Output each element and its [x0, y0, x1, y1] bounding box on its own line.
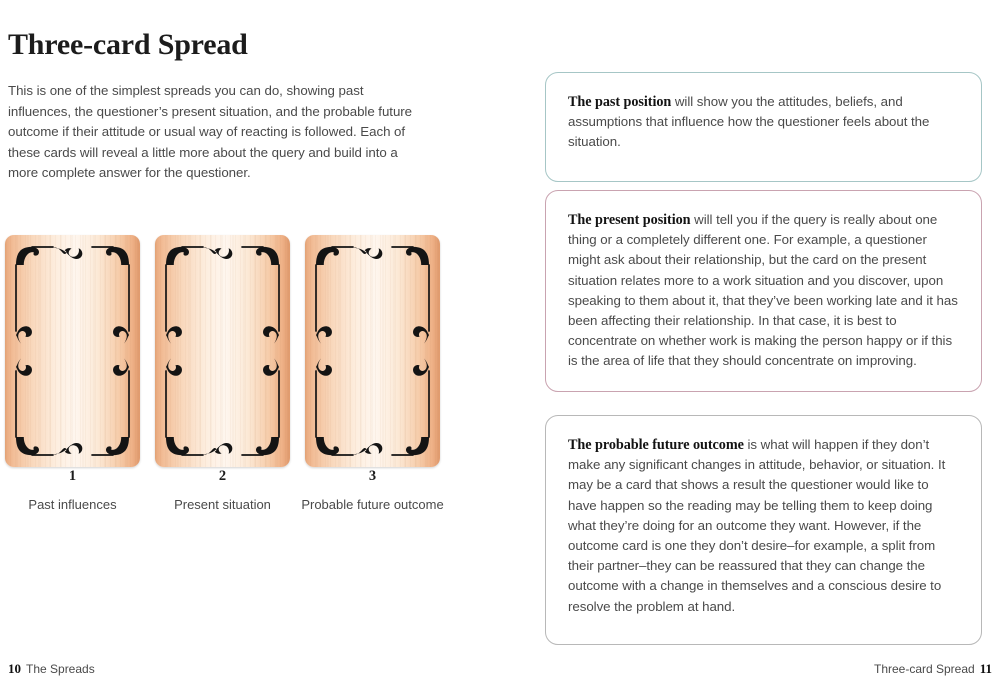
callout-past-text [546, 73, 981, 167]
card-caption-2 [155, 467, 290, 513]
callout-present-position [545, 190, 982, 392]
card-number-3: 3 [368, 468, 377, 484]
callout-past-lead: The past position [568, 94, 672, 110]
card-caption-3 [300, 467, 445, 513]
callout-future-outcome [545, 415, 982, 645]
callout-future-lead: The probable future outcome [568, 437, 744, 453]
footer-left-label: The Spreads [26, 662, 95, 676]
card-ornamental-frame-icon [155, 235, 290, 467]
footer-right-label: Three-card Spread [873, 662, 975, 676]
card-label-3: Probable future outcome [301, 497, 444, 512]
page-number-left: 10 [8, 661, 21, 676]
page-title: Three-card Spread [8, 28, 248, 62]
callout-present-lead: The present position [568, 212, 691, 228]
tarot-card-3[interactable] [305, 235, 440, 467]
callout-past-position [545, 72, 982, 182]
callout-present-text [546, 191, 981, 386]
page-number-right: 11 [979, 661, 992, 676]
intro-paragraph: This is one of the simplest spreads you can do, showing past influences, the questioner’s present situation, and the probable future outcome if their attitude or usual way of reacting is followed. Each of these cards will reveal a little more about the query and build into a more complete answer for the questioner. [8, 83, 413, 181]
callout-present-rest: will tell you if the query is really about one thing or a completely different one. For example, a questioner might ask about their relationship, but the card on the present situation relates more to a work situation and you discover, upon speaking to them about it, that they’ve been working late and it has been affecting their relationship. In that case, it is best to concentrate on whether work is making the person happy or if this is the area of life that they should concentrate on improving. [568, 212, 958, 369]
card-label-1: Past influences [28, 497, 117, 512]
callout-past-rest: will show you the attitudes, beliefs, and assumptions that influence how the questioner feels about the situation. [568, 94, 930, 150]
footer-left [8, 661, 95, 677]
card-number-1: 1 [68, 468, 77, 484]
card-number-2: 2 [218, 468, 227, 484]
tarot-card-2[interactable] [155, 235, 290, 467]
tarot-card-row [5, 235, 445, 467]
callout-future-rest: is what will happen if they don’t make any significant changes in attitude, behavior, or situation. It may be a card that shows a result the questioner would like to have happen so the reading may be telling them to keep doing what they’re doing for an outcome they want. However, if the outcome card is one they don’t desire–for example, a split from their partner–they can be reassured that they can change the outcome with a change in themselves and a conscious desire to resolve the problem at hand. [568, 437, 946, 614]
card-ornamental-frame-icon [5, 235, 140, 467]
right-page [500, 0, 1000, 680]
card-label-2: Present situation [174, 497, 271, 512]
footer-right [874, 661, 992, 677]
callout-future-text [546, 416, 981, 631]
card-ornamental-frame-icon [305, 235, 440, 467]
card-caption-1 [5, 467, 140, 513]
tarot-card-1[interactable] [5, 235, 140, 467]
